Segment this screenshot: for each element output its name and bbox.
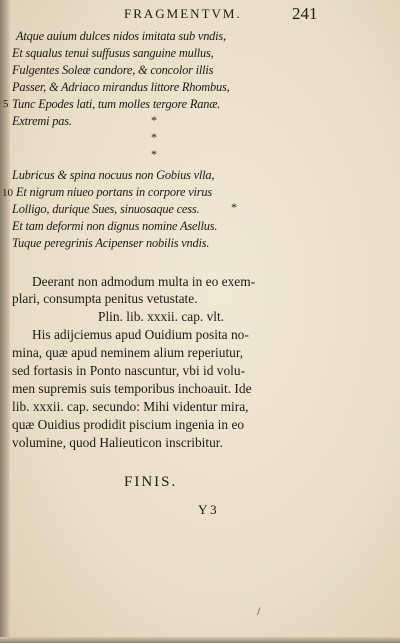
signature-mark: Y 3	[198, 502, 217, 517]
verse-line: Fulgentes Soleæ candore, & concolor illis	[12, 63, 214, 77]
prose-line: plari, consumpta penitus vetustate.	[12, 291, 198, 306]
prose-line: volumine, quod Halieuticon inscribitur.	[12, 435, 223, 450]
prose-line: Deerant non admodum multa in eo exem-	[32, 274, 256, 289]
verse-line: Et squalus tenui suffusus sanguine mullus,	[12, 46, 214, 60]
asterisk: *	[151, 113, 157, 127]
verse-line: Passer, & Adriaco mirandus littore Rhombus,	[12, 80, 230, 94]
finis-heading: FINIS.	[124, 474, 178, 490]
prose-line: His adijciemus apud Ouidium posita no-	[32, 327, 249, 342]
verse-line: Atque auium dulces nidos imitata sub vndis,	[16, 29, 226, 43]
verse-line: Lubricus & spina nocuus non Gobius vlla,	[12, 168, 215, 182]
prose-line: quæ Ouidius prodidit piscium ingenia in eo	[12, 417, 245, 432]
prose-line: men supremis suis temporibus inchoauit. Ide	[12, 381, 252, 396]
citation: Plin. lib. xxxii. cap. vlt.	[98, 309, 225, 324]
verse-number: 10	[2, 187, 13, 199]
running-head: FRAGMENTVM.	[124, 6, 242, 21]
verse-marker: 5	[3, 98, 9, 110]
verse-line: Tunc Epodes lati, tum molles tergore Ranæ.	[12, 97, 221, 111]
page-number: 241	[292, 4, 318, 23]
pencil-mark: /	[257, 604, 261, 618]
asterisk: *	[151, 130, 157, 144]
verse-line: Tuque peregrinis Acipenser nobilis vndis.	[12, 236, 210, 250]
prose-line: lib. xxxii. cap. secundo: Mihi videntur mira,	[12, 399, 249, 414]
prose-line: mina, quæ apud neminem alium reperiutur,	[12, 345, 244, 360]
page-edge-shadow	[0, 0, 10, 643]
prose-line: sed fortasis in Ponto nascuntur, vbi id volu-	[12, 363, 246, 378]
asterisk: *	[151, 147, 157, 161]
verse-line: Et nigrum niueo portans in corpore virus	[16, 185, 212, 199]
asterisk: *	[231, 200, 237, 214]
verse-line: Et tam deformi non dignus nomine Asellus.	[12, 219, 218, 233]
verse-line: Extremi pas.	[12, 114, 72, 128]
verse-line: Lolligo, durique Sues, sinuosaque cess.	[12, 202, 200, 216]
page-bottom-edge	[0, 637, 400, 643]
